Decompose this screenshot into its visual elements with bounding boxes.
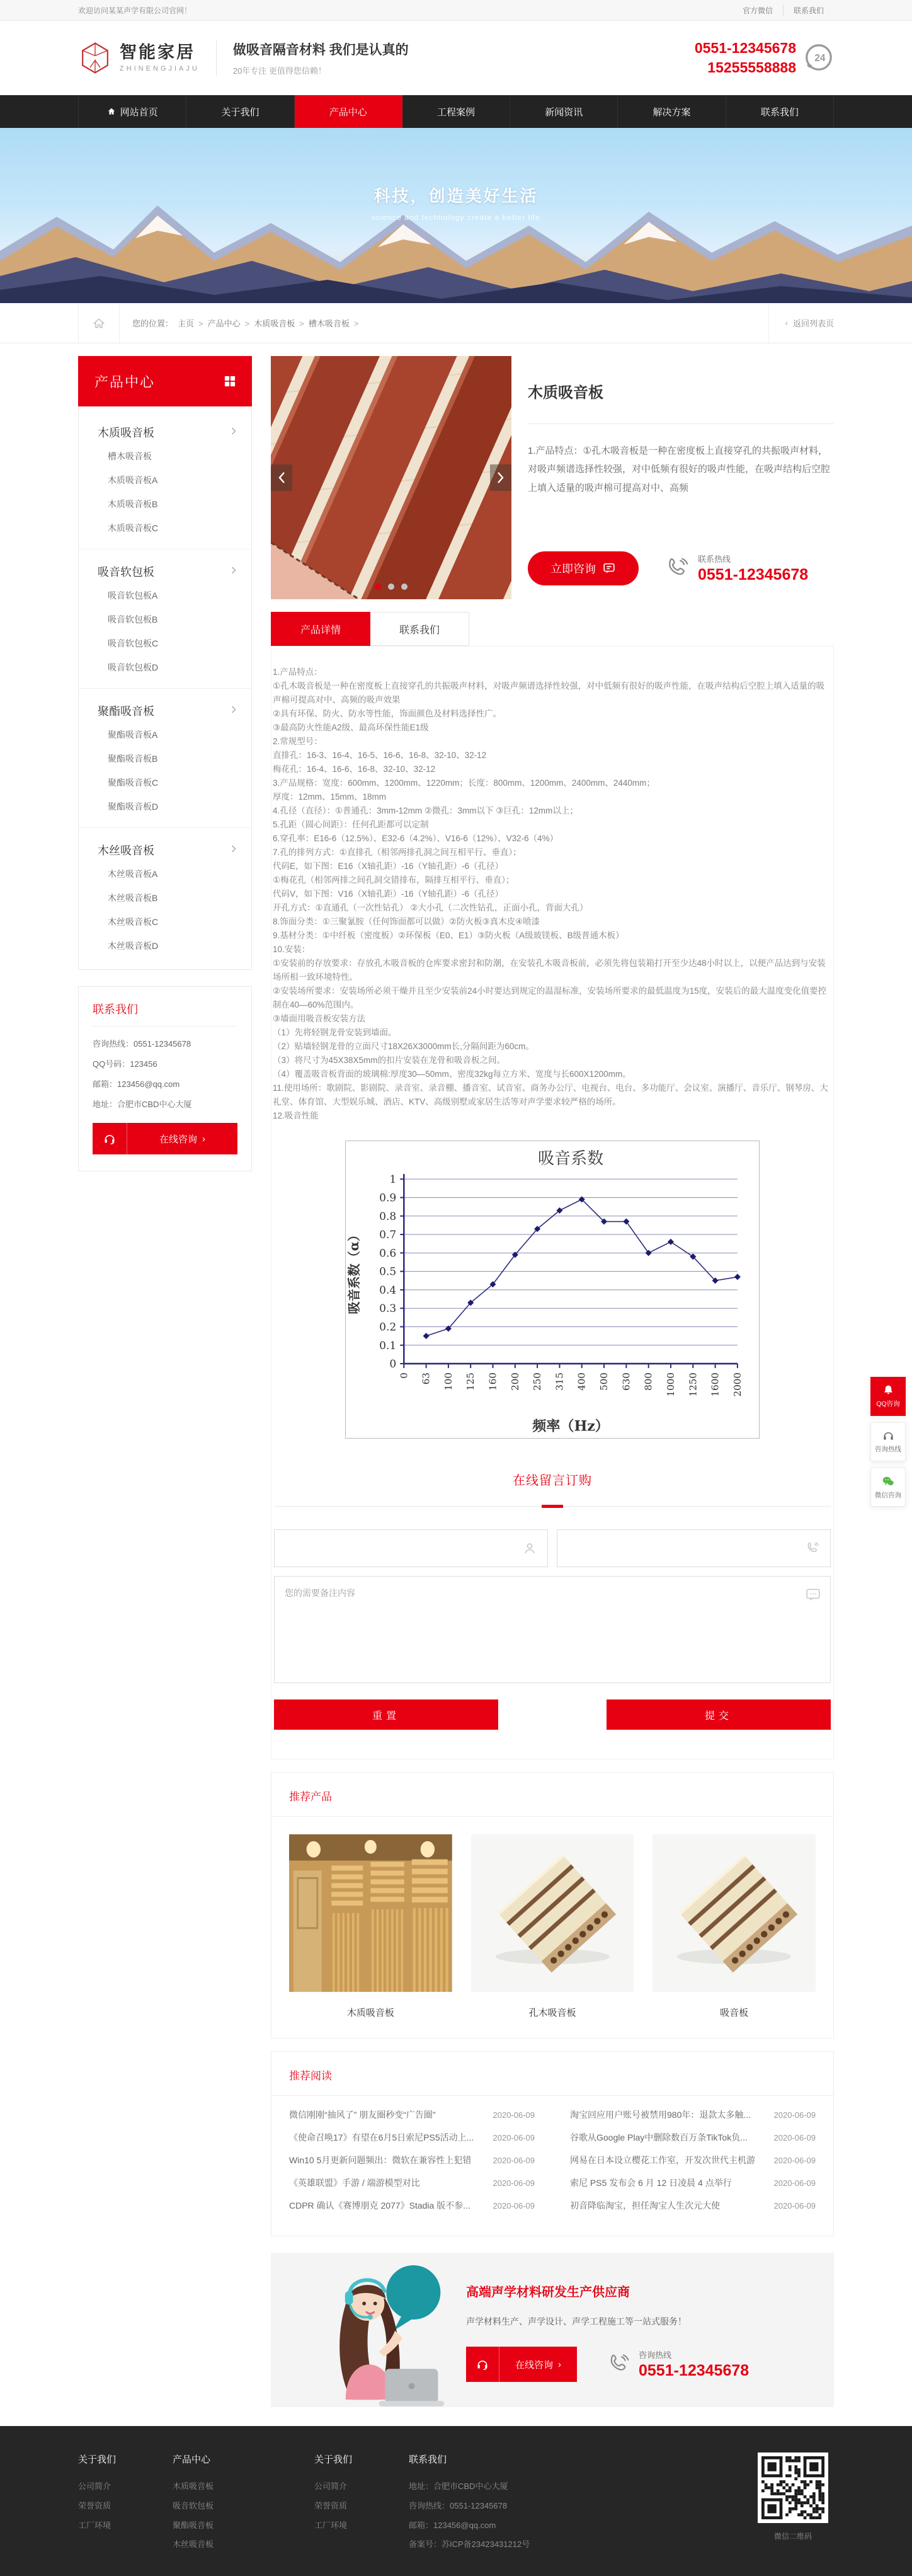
svg-text:0.8: 0.8: [379, 1210, 397, 1223]
breadcrumb-separator: >: [244, 319, 250, 328]
product-photo: [271, 356, 511, 599]
detail-line: 直排孔：16-3、16-4、16-5、16-6、16-8、32-10、32-12: [273, 750, 487, 760]
carousel-dot-1[interactable]: [375, 584, 381, 590]
detail-line: ③最高防火性能A2级、最高环保性能E1级: [273, 723, 429, 732]
detail-line: ③墙面用吸音板安装方法: [273, 1014, 366, 1023]
sidebar-categories: [78, 406, 252, 970]
svg-text:吸音系数（α）: 吸音系数（α）: [346, 1228, 362, 1314]
sidebar-category-title[interactable]: [79, 837, 251, 862]
sidebar-item[interactable]: 吸音软包板D: [108, 662, 159, 672]
chevron-right-icon: ›: [558, 2359, 561, 2370]
sidebar-item[interactable]: 木丝吸音板A: [108, 869, 158, 879]
sidebar-item[interactable]: 槽木吸音板: [108, 451, 152, 461]
detail-line: ②安装场所要求：安装场所必须干燥并且至少安装前24小时要达到规定的温湿标准，安装场所要求的最低温度为15度，安装后的最大温度变化值要控制在40—60%范围内。: [273, 986, 827, 1009]
product-info: [528, 356, 834, 599]
logo: [78, 41, 200, 75]
back-to-list-link[interactable]: ‹ 返回列表页: [768, 303, 834, 343]
sidebar-category-title[interactable]: [79, 698, 251, 723]
svg-text:315: 315: [554, 1372, 566, 1391]
sidebar-item[interactable]: 木丝吸音板C: [108, 917, 159, 927]
header-phones: [695, 38, 834, 78]
sidebar-item[interactable]: 聚酯吸音板B: [108, 754, 158, 764]
product-detail-text: [273, 665, 832, 1123]
news-link[interactable]: CDPR 确认《赛博朋克 2077》Stadia 版不参...: [289, 2200, 470, 2211]
back-arrow-icon: ‹: [785, 318, 788, 328]
detail-line: 8.饰面分类：①三聚氰胺（任何饰面都可以做）②防火板③真木皮④喷漆: [273, 917, 540, 926]
nav-item-label: 关于我们: [221, 106, 259, 118]
footer-link[interactable]: 公司简介: [314, 2481, 348, 2492]
footer-column-0: [78, 2452, 173, 2554]
product-thumbnail: [653, 1834, 816, 1992]
main-nav: [0, 95, 912, 128]
product-thumbnail: [471, 1834, 634, 1992]
footer-link[interactable]: 公司简介: [78, 2481, 111, 2492]
headset-icon: [466, 2347, 499, 2382]
footer-info-line: 邮箱：123456@qq.com: [409, 2520, 496, 2530]
contact-qq: QQ号码：123456: [93, 1059, 157, 1069]
footer-link[interactable]: 工厂环境: [314, 2520, 348, 2530]
cta-consult-button[interactable]: 在线咨询 ›: [466, 2347, 577, 2382]
qr-caption: 微信二维码: [773, 2532, 812, 2541]
headset-icon: [93, 1123, 127, 1154]
sidebar-category-3: [79, 827, 251, 958]
svg-text:250: 250: [532, 1372, 544, 1391]
product-thumbnail: [289, 1834, 452, 1992]
phone-icon: [664, 555, 690, 582]
header-divider: [216, 40, 217, 76]
sidebar-category-title[interactable]: [79, 558, 251, 584]
svg-text:24: 24: [814, 52, 826, 64]
chevron-right-icon: ›: [202, 1133, 205, 1144]
detail-line: ①孔木吸音板是一种在密度板上直接穿孔的共振吸声材料，对吸声频谱选择性较强，对中低频有很好的吸声性能，在吸声结构后空腔上填入适量的吸声棉可提高对中、高频的吸声效果: [273, 681, 825, 704]
sidebar-contact-title: 联系我们: [93, 1003, 138, 1016]
nav-item-label: 产品中心: [329, 106, 367, 118]
float-widget-wechat[interactable]: [870, 1468, 906, 1507]
nav-item-4[interactable]: [510, 95, 618, 128]
svg-text:1600: 1600: [709, 1372, 721, 1397]
person-icon: [522, 1541, 537, 1556]
news-date: 2020-06-09: [773, 2110, 816, 2120]
detail-line: 6.穿孔率：E16-6（12.5%）、E32-6（4.2%）、V16-6（12%）、V32-6（4%）: [273, 834, 559, 843]
news-date: 2020-06-09: [493, 2155, 535, 2165]
footer-info-line: 地址：合肥市CBD中心大厦: [409, 2481, 508, 2492]
svg-text:2000: 2000: [731, 1372, 743, 1397]
footer: [0, 2426, 912, 2575]
sidebar-item[interactable]: 吸音软包板A: [108, 590, 158, 601]
sidebar-category-1: [79, 549, 251, 679]
category-title-label: 吸音软包板: [98, 566, 154, 578]
sidebar-item[interactable]: 木质吸音板A: [108, 475, 158, 485]
footer-column-3: [409, 2452, 752, 2554]
nav-item-2[interactable]: [295, 95, 402, 128]
float-widget-headset[interactable]: [870, 1422, 906, 1461]
svg-text:160: 160: [487, 1372, 499, 1391]
svg-text:200: 200: [509, 1372, 521, 1391]
news-row: [289, 2194, 535, 2217]
customer-service-girl-image: [310, 2259, 452, 2407]
breadcrumb-link[interactable]: 主页: [178, 319, 195, 328]
svg-text:0.6: 0.6: [379, 1247, 397, 1260]
svg-text:630: 630: [620, 1372, 632, 1391]
float-widget-label: 咨询热线: [875, 1446, 901, 1453]
news-link[interactable]: 索尼 PS5 发布会 6 月 12 日凌晨 4 点举行: [570, 2178, 732, 2188]
svg-text:1000: 1000: [664, 1372, 676, 1397]
carousel-dot-3[interactable]: [401, 584, 408, 590]
footer-column-2: [314, 2452, 409, 2554]
detail-line: 9.基材分类：①中纤板（密度板）②环保板（E0、E1）③防火板（A级玻镁板、B级普通木板）: [273, 931, 624, 940]
news-row: [570, 2194, 816, 2217]
sidebar-item[interactable]: 木丝吸音板D: [108, 941, 159, 951]
detail-line: ②具有环保、防火、防水等性能，饰面颜色及材料选择性广。: [273, 709, 502, 718]
nav-item-6[interactable]: [726, 95, 834, 128]
cta-hotline-number: 0551-12345678: [639, 2362, 750, 2380]
news-row: [570, 2171, 816, 2194]
svg-text:0.1: 0.1: [379, 1339, 397, 1352]
hero-banner: [0, 128, 912, 303]
svg-text:吸音系数: 吸音系数: [537, 1149, 604, 1169]
news-link[interactable]: 《英雄联盟》手游 / 端游模型对比: [289, 2178, 420, 2188]
divider-accent: [542, 1505, 563, 1508]
contact-email: 邮箱：123456@qq.com: [93, 1079, 180, 1089]
sidebar-contact-box: [78, 986, 252, 1171]
detail-tabs: [271, 612, 834, 646]
recommend-product-card[interactable]: [289, 1834, 452, 2019]
hotline-label: 联系热线: [698, 555, 731, 564]
breadcrumb-link[interactable]: 产品中心: [207, 319, 241, 328]
name-input[interactable]: [275, 1530, 547, 1567]
carousel-dots: [271, 584, 511, 590]
detail-line: ①梅花孔（相邻两排之间孔洞交错排布，隔排互相平行、垂直）；: [273, 875, 515, 885]
detail-line: （4）覆盖吸音板背面的玻璃棉:厚度30—50mm、密度32kg每立方米、宽度与长600X1200mm。: [273, 1069, 631, 1079]
sidebar-item[interactable]: 吸音软包板C: [108, 638, 159, 648]
recommend-reading-section: [271, 2051, 834, 2236]
product-title: 木质吸音板: [528, 384, 603, 401]
svg-text:500: 500: [598, 1372, 610, 1391]
recommend-product-card[interactable]: [653, 1834, 816, 2019]
sidebar-item[interactable]: 木质吸音板B: [108, 499, 158, 509]
logo-subtitle: ZHINENGJIAJU: [120, 64, 200, 72]
footer-column-title: 产品中心: [173, 2454, 211, 2466]
product-name: 木质吸音板: [346, 2008, 394, 2019]
message-textarea[interactable]: [275, 1577, 830, 1682]
contact-address: 地址：合肥市CBD中心大厦: [93, 1099, 192, 1109]
footer-column-title: 关于我们: [314, 2454, 353, 2466]
news-date: 2020-06-09: [773, 2178, 816, 2188]
product-detail-panel: [271, 646, 834, 1759]
slogan-main: 做吸音隔音材料 我们是认真的: [232, 43, 409, 57]
order-form: [273, 1470, 832, 1730]
nav-item-1[interactable]: [186, 95, 294, 128]
detail-line: 2.常规型号：: [273, 737, 322, 746]
news-row: [289, 2103, 535, 2126]
product-name: 孔木吸音板: [528, 2008, 576, 2019]
news-link[interactable]: 初音降临淘宝，担任淘宝人生次元大使: [570, 2200, 720, 2211]
recommend-product-card[interactable]: [471, 1834, 634, 2019]
order-form-title: 在线留言订购: [513, 1474, 592, 1488]
footer-link[interactable]: 工厂环境: [78, 2520, 111, 2530]
recommend-products-title: 推荐产品: [289, 1791, 332, 1803]
chevron-right-icon: [231, 705, 236, 716]
topbar: [0, 0, 912, 21]
footer-column-title: 联系我们: [409, 2454, 447, 2466]
breadcrumb-link[interactable]: 槽木吸音板: [308, 319, 350, 328]
nav-item-label: 新闻资讯: [545, 106, 583, 118]
name-field-wrap: [274, 1529, 548, 1567]
news-row: [289, 2149, 535, 2171]
detail-line: 3.产品规格：宽度：600mm、1200mm、1220mm；长度：800mm、1200mm、2400mm、2440mm；: [273, 778, 655, 788]
phone-number-2: 15255558888: [707, 59, 796, 76]
breadcrumb-separator: >: [198, 319, 203, 328]
grid-icon: [224, 376, 236, 387]
footer-info-line: 备案号：苏ICP备23423431212号: [409, 2539, 530, 2550]
chevron-right-icon: [231, 844, 236, 856]
footer-link[interactable]: 荣誉资质: [314, 2500, 348, 2510]
float-widget-bell[interactable]: [870, 1377, 906, 1416]
news-row: [570, 2149, 816, 2171]
footer-info-line: 咨询热线：0551-12345678: [409, 2500, 508, 2510]
chat-icon: [602, 561, 616, 575]
recommend-products-section: [271, 1772, 834, 2038]
detail-line: 代码V，如下图：V16（X轴孔距）-16（Y轴孔距）-6（孔径）: [273, 889, 504, 899]
detail-line: 11.使用场所：歌剧院、影剧院、录音室、录音棚、播音室、试音室、商务办公厅、电视台、电台、多功能厅、会议室、演播厅、音乐厅、钢琴房、大礼堂、体育馆、大型娱乐城、酒店、KTV、高级别墅或家居生活等对声学要求较严格的场所。: [273, 1083, 828, 1107]
detail-line: 开孔方式：①直通孔（一次性钻孔） ②大小孔（二次性钻孔，正面小孔，背面大孔）: [273, 903, 588, 912]
carousel-dot-2[interactable]: [388, 584, 394, 590]
breadcrumb: [120, 303, 768, 343]
phone-input[interactable]: [557, 1530, 830, 1567]
svg-text:800: 800: [642, 1372, 654, 1391]
detail-line: ①安装前的存放要求：存放孔木吸音板的仓库要求密封和防潮，在安装孔木吸音板前，必须先将包装箱打开至少达48小时以上，以便产品达到与安装场所相一致环境特性。: [273, 958, 826, 982]
phone-small-icon: [805, 1541, 820, 1556]
detail-line: （2）贴墙轻钢龙骨的立面尺寸18X26X3000mm长,分隔间距为60cm。: [273, 1042, 534, 1051]
detail-line: 梅花孔：16-4、16-6、16-8、32-10、32-12: [273, 764, 436, 774]
sidebar-category-2: [79, 688, 251, 819]
detail-line: 10.安装：: [273, 945, 311, 954]
tab-contact-us[interactable]: 联系我们: [370, 612, 469, 646]
svg-text:63: 63: [420, 1372, 432, 1385]
tab-product-detail[interactable]: 产品详情: [271, 612, 370, 646]
breadcrumb-separator: >: [353, 319, 359, 328]
absorption-chart: [345, 1141, 760, 1439]
sidebar-consult-button[interactable]: 在线咨询 ›: [93, 1123, 237, 1154]
news-column-0: [289, 2103, 535, 2217]
svg-text:0.9: 0.9: [379, 1192, 397, 1205]
svg-text:1: 1: [389, 1173, 397, 1187]
category-title-label: 木丝吸音板: [98, 844, 154, 857]
news-date: 2020-06-09: [493, 2132, 535, 2142]
sidebar-item[interactable]: 木质吸音板C: [108, 523, 159, 533]
nav-item-label: 网站首页: [120, 106, 158, 118]
float-widget-label: QQ咨询: [876, 1400, 900, 1408]
product-name: 吸音板: [720, 2008, 749, 2019]
headset-icon: [882, 1430, 894, 1442]
cta-title: 高端声学材料研发生产供应商: [466, 2286, 630, 2300]
svg-text:0.4: 0.4: [379, 1284, 397, 1297]
product-summary: 1.产品特点：①孔木吸音板是一种在密度板上直接穿孔的共振吸声材料，对吸声频谱选择性较强，对中低频有很好的吸声性能，在吸声结构后空腔上填入适量的吸声棉可提高对中、高频: [528, 446, 831, 493]
svg-text:125: 125: [465, 1372, 477, 1391]
detail-line: 5.孔距（圆心间距）：任何孔距都可以定制: [273, 820, 429, 829]
breadcrumb-separator: >: [299, 319, 304, 328]
svg-text:100: 100: [442, 1372, 454, 1391]
cta-subtitle: 声学材料生产、声学设计、声学工程施工等一站式服务！: [466, 2316, 687, 2327]
banner-title: 科技，创造美好生活: [373, 187, 539, 205]
sidebar-item[interactable]: 吸音软包板B: [108, 614, 158, 624]
carousel-prev-button[interactable]: [271, 464, 292, 491]
slogan-sub: 20年专注 更值得您信赖！: [232, 66, 326, 76]
breadcrumb-link[interactable]: 木质吸音板: [254, 319, 295, 328]
news-link[interactable]: 微信刚刚“抽风了” 朋友圈秒变“广告圈”: [289, 2110, 436, 2120]
svg-text:400: 400: [576, 1372, 588, 1391]
nav-item-0[interactable]: [78, 95, 186, 128]
logo-hexagon-icon: [78, 41, 112, 75]
submit-button[interactable]: 提交: [607, 1699, 831, 1730]
reset-button[interactable]: 重置: [274, 1699, 498, 1730]
news-link[interactable]: 谷歌从Google Play中删除数百万条TikTok负...: [570, 2132, 748, 2143]
contact-hotline: 咨询热线：0551-12345678: [93, 1039, 191, 1049]
footer-link[interactable]: 吸音软包板: [173, 2500, 214, 2510]
svg-text:频率（Hz）: 频率（Hz）: [532, 1418, 609, 1435]
news-link[interactable]: 网易在日本设立樱花工作室，开发次世代主机游: [570, 2155, 755, 2166]
hotline-block: [664, 553, 808, 584]
slogan: [233, 40, 409, 76]
message-field-wrap: [274, 1576, 831, 1683]
phone-field-wrap: [557, 1529, 831, 1567]
detail-line: 7.孔的排列方式：①直排孔（相邻两排孔洞之间互相平行、垂直）；: [273, 848, 522, 857]
footer-column-1: [173, 2452, 314, 2554]
floating-contact-widgets: [870, 1377, 906, 1507]
nav-item-label: 联系我们: [760, 106, 799, 118]
news-date: 2020-06-09: [773, 2155, 816, 2165]
chevron-right-icon: [231, 566, 236, 577]
sidebar-category-0: [79, 410, 251, 540]
product-image-carousel: [271, 356, 511, 599]
float-widget-label: 微信咨询: [875, 1491, 901, 1499]
sidebar-header: [78, 356, 252, 406]
phone-icon: [606, 2352, 631, 2377]
footer-column-title: 关于我们: [78, 2454, 117, 2466]
message-icon: [805, 1587, 821, 1603]
svg-text:1250: 1250: [687, 1372, 699, 1397]
news-link[interactable]: 《使命召唤17》有望在6月5日索尼PS5活动上...: [289, 2132, 474, 2143]
news-row: [570, 2126, 816, 2149]
breadcrumb-home-icon[interactable]: [78, 303, 120, 343]
svg-text:0: 0: [398, 1372, 410, 1379]
banner-subtitle: science and technology create a better life: [372, 213, 540, 222]
news-row: [289, 2171, 535, 2194]
svg-text:0.3: 0.3: [379, 1302, 397, 1316]
wechat-icon: [882, 1475, 894, 1488]
nav-item-3[interactable]: [402, 95, 510, 128]
sidebar-title: 产品中心: [94, 374, 156, 390]
main-content: [271, 356, 834, 2407]
chevron-right-icon: [231, 427, 236, 438]
bell-icon: [882, 1384, 894, 1396]
footer-link[interactable]: 聚酯吸音板: [173, 2520, 214, 2530]
topbar-contact-link[interactable]: 联系我们: [793, 6, 824, 15]
recommend-reading-title: 推荐阅读: [289, 2070, 332, 2083]
footer-qr-block: [752, 2452, 834, 2554]
footer-link[interactable]: 荣誉资质: [78, 2500, 111, 2510]
sidebar-category-title[interactable]: [79, 419, 251, 444]
nav-item-label: 解决方案: [653, 106, 691, 118]
news-date: 2020-06-09: [773, 2132, 816, 2142]
sidebar: [78, 356, 252, 1171]
detail-line: 厚度：12mm、15mm、18mm: [273, 792, 387, 802]
news-link[interactable]: Win10 5月更新问题频出：微软在兼容性上犯错: [289, 2155, 472, 2166]
sidebar-item[interactable]: 聚酯吸音板C: [108, 778, 159, 788]
logo-name: 智能家居: [120, 42, 195, 62]
cta-hotline-label: 咨询热线: [639, 2350, 672, 2360]
topbar-wechat-link[interactable]: 官方微信: [732, 5, 784, 16]
hotline-number: 0551-12345678: [698, 566, 809, 584]
detail-line: 12.吸音性能: [273, 1111, 319, 1120]
footer-link[interactable]: 木质吸音板: [173, 2481, 214, 2492]
wechat-qr-code: [758, 2452, 828, 2523]
news-link[interactable]: 淘宝回应用户账号被禁用980年：退款太多触...: [570, 2110, 751, 2120]
cta-banner: [271, 2253, 834, 2407]
sidebar-item[interactable]: 聚酯吸音板A: [108, 730, 158, 740]
svg-text:0.7: 0.7: [379, 1229, 397, 1242]
news-date: 2020-06-09: [493, 2178, 535, 2188]
home-icon: [107, 107, 116, 116]
detail-line: 1.产品特点：: [273, 667, 322, 677]
news-date: 2020-06-09: [493, 2110, 535, 2120]
svg-text:0: 0: [389, 1358, 397, 1371]
breadcrumb-prefix: 您的位置：: [132, 319, 174, 328]
sidebar-item[interactable]: 木丝吸音板B: [108, 893, 158, 903]
category-title-label: 聚酯吸音板: [98, 705, 154, 718]
detail-line: （3）将尺寸为45X38X5mm的扣片安装在龙骨和吸音板之间。: [273, 1055, 506, 1065]
phone-number-1: 0551-12345678: [694, 39, 796, 56]
detail-line: （1）先将轻钢龙骨安装到墙面。: [273, 1028, 397, 1037]
detail-line: 4.孔径（直径）：①普通孔：3mm-12mm ②微孔：3mm以下 ③巨孔：12mm以上；: [273, 806, 578, 815]
news-row: [570, 2103, 816, 2126]
detail-line: 代码E，如下图：E16（X轴孔距）-16（Y轴孔距）-6（孔径）: [273, 861, 504, 871]
footer-link[interactable]: 木丝吸音板: [173, 2539, 214, 2550]
svg-text:0.2: 0.2: [379, 1321, 397, 1334]
svg-text:0.5: 0.5: [379, 1265, 397, 1279]
nav-item-5[interactable]: [618, 95, 726, 128]
header: [0, 21, 912, 95]
news-date: 2020-06-09: [773, 2200, 816, 2211]
news-column-1: [570, 2103, 816, 2217]
news-date: 2020-06-09: [493, 2200, 535, 2211]
news-row: [289, 2126, 535, 2149]
carousel-next-button[interactable]: [490, 464, 511, 491]
hotline-24h-icon: [802, 42, 834, 74]
category-title-label: 木质吸音板: [98, 427, 154, 439]
consult-now-button[interactable]: 立即咨询: [528, 551, 639, 585]
welcome-text: 欢迎访问某某声学有限公司官网！: [78, 6, 192, 15]
cta-hotline-block: [606, 2349, 749, 2380]
sidebar-item[interactable]: 聚酯吸音板D: [108, 802, 159, 812]
nav-item-label: 工程案例: [436, 106, 475, 118]
breadcrumb-bar: [0, 303, 912, 343]
